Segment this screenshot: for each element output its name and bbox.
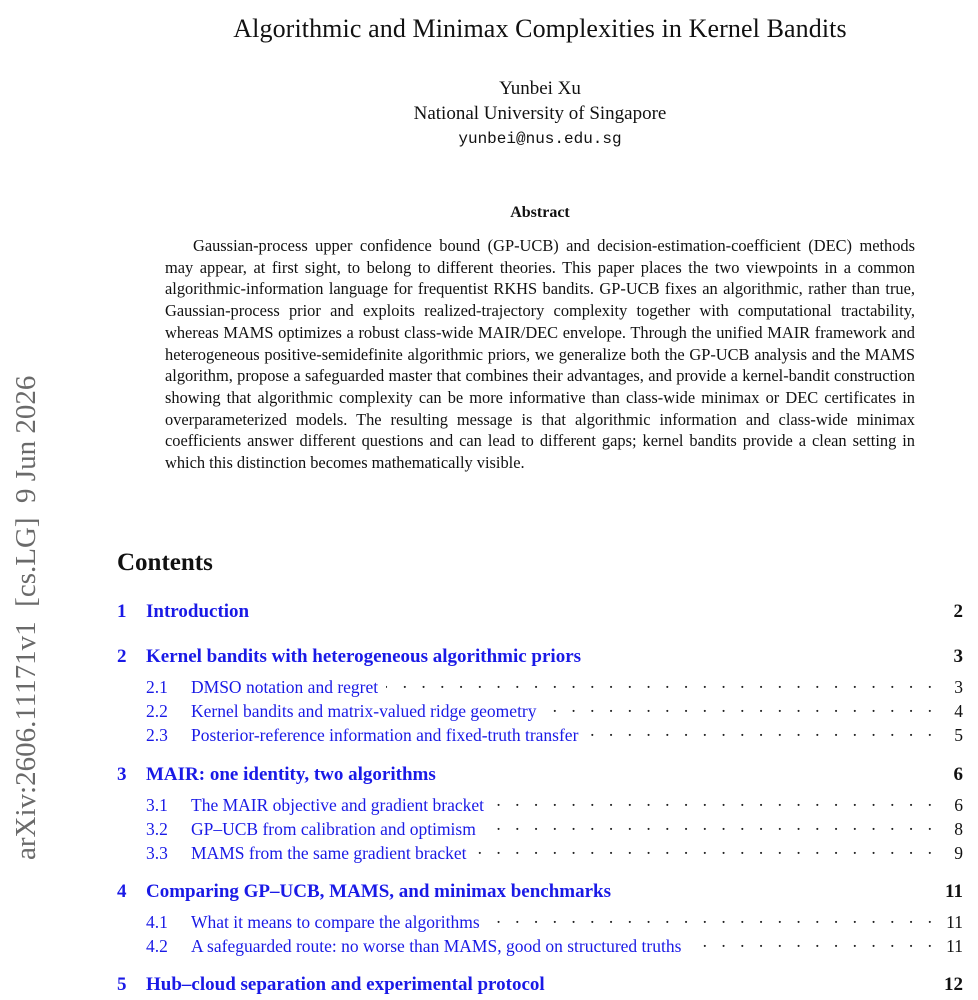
toc-subentry[interactable] <box>146 672 963 698</box>
toc-title[interactable]: Kernel bandits with heterogeneous algorithmic priors <box>146 646 582 667</box>
toc-title[interactable]: Hub–cloud separation and experimental protocol <box>146 974 545 995</box>
toc-page: 6 <box>953 764 963 785</box>
toc-number: 4.2 <box>146 936 168 956</box>
abstract-heading: Abstract <box>510 204 570 221</box>
toc-entry[interactable] <box>117 601 963 623</box>
toc-number: 3.3 <box>146 843 168 863</box>
toc-leader-dots <box>484 814 937 835</box>
toc-subentry[interactable] <box>146 696 963 722</box>
toc-number: 5 <box>117 974 127 995</box>
toc-entry[interactable] <box>117 764 963 786</box>
toc-subentry[interactable] <box>146 790 963 816</box>
toc-leader-dots <box>545 696 937 717</box>
toc-page: 12 <box>944 974 963 995</box>
toc-title[interactable]: MAMS from the same gradient bracket <box>191 843 467 863</box>
abstract-text: Gaussian-process upper confidence bound (GP-UCB) and decision-estimation-coefficient (DEC) methods may appear, at first sight, to belong to different theories. This paper places the two viewpoints in a common algorithmic-information language for frequentist RKHS bandits. GP-UCB fixes an algorithmic, rather than true, Gaussian-process prior and exploits realized-trajectory complexity together with computational tractability, whereas MAMS optimizes a robust class-wide MAIR/DEC envelope. Through the unified MAIR framework and heterogeneous positive-semidefinite algorithmic priors, we generalize both the GP-UCB analysis and the MAMS algorithm, propose a safeguarded master that combines their advantages, and provide a kernel-bandit construction showing that algorithmic complexity can be more informative than class-wide minimax or DEC certificates in overparameterized models. The resulting message is that algorithmic information and class-wide minimax coefficients answer different questions and can lead to different gaps; kernel bandits provide a clean setting in which this distinction becomes mathematically visible. <box>165 236 915 473</box>
author-affiliation: National University of Singapore <box>413 103 667 124</box>
toc-number: 2.3 <box>146 725 168 745</box>
toc-page: 8 <box>954 819 963 839</box>
author-name: Yunbei Xu <box>499 78 581 99</box>
toc-subentry[interactable] <box>146 931 963 957</box>
toc-leader-dots <box>492 790 937 811</box>
toc-title[interactable]: What it means to compare the algorithms <box>191 912 480 932</box>
toc-title[interactable]: A safeguarded route: no worse than MAMS, good on structured truths <box>191 936 682 956</box>
toc-number: 2.1 <box>146 677 168 697</box>
toc-number: 2.2 <box>146 701 168 721</box>
toc-leader-dots <box>488 907 937 928</box>
toc-number: 3.2 <box>146 819 168 839</box>
toc-page: 3 <box>954 677 963 697</box>
toc-number: 3.1 <box>146 795 168 815</box>
toc-leader-dots <box>475 838 937 859</box>
toc-entry[interactable] <box>117 646 963 668</box>
toc-page: 9 <box>954 843 963 863</box>
paper-title: Algorithmic and Minimax Complexities in Kernel Bandits <box>233 14 847 43</box>
toc-leader-dots <box>586 720 937 741</box>
toc-page: 11 <box>945 881 963 902</box>
contents-heading: Contents <box>117 549 213 576</box>
toc-entry[interactable] <box>117 974 963 996</box>
toc-title[interactable]: The MAIR objective and gradient bracket <box>191 795 485 815</box>
toc-number: 1 <box>117 601 127 622</box>
toc-leader-dots <box>386 672 937 693</box>
toc-title[interactable]: MAIR: one identity, two algorithms <box>146 764 436 785</box>
toc-page: 11 <box>946 912 963 932</box>
toc-leader-dots <box>689 931 937 952</box>
toc-title[interactable]: Introduction <box>146 601 250 622</box>
toc-number: 4.1 <box>146 912 168 932</box>
toc-subentry[interactable] <box>146 814 963 840</box>
toc-title[interactable]: Kernel bandits and matrix-valued ridge geometry <box>191 701 537 721</box>
toc-title[interactable]: Posterior-reference information and fixed-truth transfer <box>191 725 579 745</box>
toc-title[interactable]: DMSO notation and regret <box>191 677 379 697</box>
toc-title[interactable]: GP–UCB from calibration and optimism <box>191 819 476 839</box>
toc-number: 2 <box>117 646 127 667</box>
toc-subentry[interactable] <box>146 720 963 746</box>
toc-title[interactable]: Comparing GP–UCB, MAMS, and minimax benchmarks <box>146 881 611 902</box>
toc-entry[interactable] <box>117 881 963 903</box>
toc-page: 5 <box>954 725 963 745</box>
toc-page: 2 <box>953 601 963 622</box>
toc-page: 6 <box>954 795 963 815</box>
toc-page: 3 <box>953 646 963 667</box>
toc-page: 11 <box>946 936 963 956</box>
arxiv-side-stamp: arXiv:2606.11171v1 [cs.LG] 9 Jun 2026 <box>10 375 42 860</box>
toc-number: 3 <box>117 764 127 785</box>
author-email[interactable]: yunbei@nus.edu.sg <box>458 130 622 148</box>
toc-page: 4 <box>954 701 963 721</box>
toc-number: 4 <box>117 881 127 902</box>
toc-subentry[interactable] <box>146 907 963 933</box>
toc-subentry[interactable] <box>146 838 963 864</box>
